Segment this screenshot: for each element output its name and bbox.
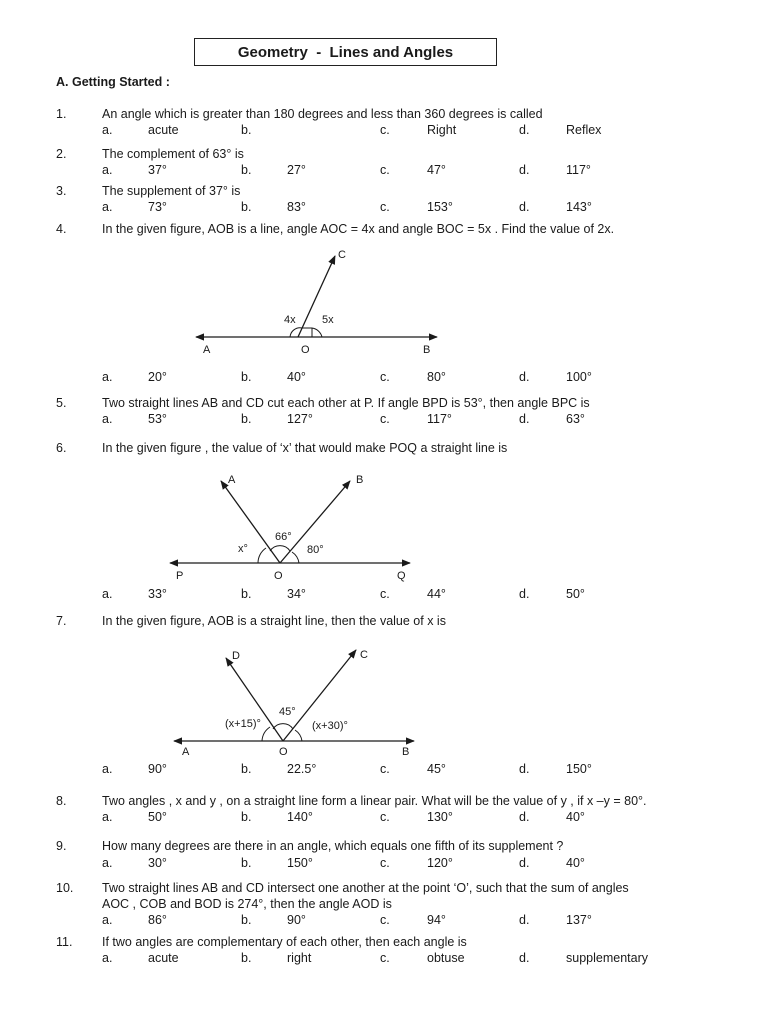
label-x15: (x+15)° (225, 718, 261, 730)
label-o: O (279, 746, 288, 758)
option-c: 44° (427, 587, 446, 601)
option-letter: d. (519, 762, 530, 776)
option-a: 90° (148, 762, 167, 776)
option-letter: c. (380, 856, 390, 870)
option-b: 83° (287, 200, 306, 214)
question-text: How many degrees are there in an angle, which equals one fifth of its supplement ? (102, 839, 564, 853)
question-text: Two straight lines AB and CD cut each other at P. If angle BPD is 53°, then angle BPC is (102, 396, 590, 410)
option-letter: b. (241, 200, 252, 214)
label-q: Q (397, 570, 406, 582)
option-a: acute (148, 951, 179, 965)
option-letter: d. (519, 200, 530, 214)
option-c: 94° (427, 913, 446, 927)
question-number: 8. (56, 794, 67, 808)
option-a: 50° (148, 810, 167, 824)
question-number: 5. (56, 396, 67, 410)
option-a: acute (148, 123, 179, 137)
option-letter: c. (380, 762, 390, 776)
option-letter: c. (380, 913, 390, 927)
question-number: 2. (56, 147, 67, 161)
question-number: 11. (56, 935, 73, 949)
option-d: Reflex (566, 123, 602, 137)
question-number: 1. (56, 107, 67, 121)
option-letter: c. (380, 810, 390, 824)
option-letter: a. (102, 587, 113, 601)
label-a: A (203, 344, 211, 356)
question-text: Two straight lines AB and CD intersect one another at the point ‘O’, such that the sum of angles (102, 881, 629, 895)
option-letter: b. (241, 913, 252, 927)
option-d: 143° (566, 200, 592, 214)
question-text: The complement of 63° is (102, 147, 244, 161)
option-c: 47° (427, 163, 446, 177)
label-b: B (423, 344, 431, 356)
option-letter: a. (102, 856, 113, 870)
question-number: 4. (56, 222, 67, 236)
label-45: 45° (279, 706, 296, 718)
label-x30: (x+30)° (312, 720, 348, 732)
option-letter: c. (380, 163, 390, 177)
option-letter: d. (519, 163, 530, 177)
label-c: C (338, 249, 346, 261)
question-text: If two angles are complementary of each other, then each angle is (102, 935, 467, 949)
question-number: 10. (56, 881, 74, 895)
label-o: O (301, 344, 310, 356)
option-b: 27° (287, 163, 306, 177)
option-b: 34° (287, 587, 306, 601)
question-text-cont: AOC , COB and BOD is 274°, then the angle AOD is (102, 897, 392, 911)
question-text: The supplement of 37° is (102, 184, 241, 198)
option-letter: a. (102, 913, 113, 927)
option-c: obtuse (427, 951, 465, 965)
option-letter: c. (380, 951, 390, 965)
option-letter: d. (519, 370, 530, 384)
option-letter: b. (241, 163, 252, 177)
option-letter: a. (102, 762, 113, 776)
option-letter: d. (519, 810, 530, 824)
option-letter: d. (519, 913, 530, 927)
question-number: 3. (56, 184, 67, 198)
option-d: 40° (566, 856, 585, 870)
worksheet-title: Geometry - Lines and Angles (194, 38, 497, 66)
option-d: 63° (566, 412, 585, 426)
question-text: Two angles , x and y , on a straight line form a linear pair. What will be the value of y , if x –y = 80°. (102, 794, 647, 808)
question-text: In the given figure , the value of ‘x’ that would make POQ a straight line is (102, 441, 508, 455)
option-c: Right (427, 123, 457, 137)
label-4x: 4x (284, 314, 296, 326)
label-a: A (182, 746, 190, 758)
question-text: In the given figure, AOB is a line, angle AOC = 4x and angle BOC = 5x . Find the value of 2x. (102, 222, 615, 236)
option-b: 22.5° (287, 762, 317, 776)
option-c: 80° (427, 370, 446, 384)
option-b: 140° (287, 810, 313, 824)
option-c: 130° (427, 810, 453, 824)
option-d: 100° (566, 370, 592, 384)
label-x: x° (238, 543, 248, 555)
question-text: In the given figure, AOB is a straight line, then the value of x is (102, 614, 446, 628)
option-letter: a. (102, 163, 113, 177)
option-letter: b. (241, 370, 252, 384)
option-b: right (287, 951, 312, 965)
option-letter: b. (241, 810, 252, 824)
option-letter: b. (241, 123, 252, 137)
option-b: 40° (287, 370, 306, 384)
option-letter: d. (519, 123, 530, 137)
option-a: 30° (148, 856, 167, 870)
option-a: 53° (148, 412, 167, 426)
option-a: 37° (148, 163, 167, 177)
option-a: 20° (148, 370, 167, 384)
option-d: 50° (566, 587, 585, 601)
option-letter: c. (380, 370, 390, 384)
label-d: D (232, 650, 240, 662)
option-letter: d. (519, 951, 530, 965)
option-a: 86° (148, 913, 167, 927)
option-a: 73° (148, 200, 167, 214)
option-c: 120° (427, 856, 453, 870)
label-p: P (176, 570, 184, 582)
option-letter: d. (519, 412, 530, 426)
option-letter: a. (102, 123, 113, 137)
option-letter: a. (102, 951, 113, 965)
option-letter: c. (380, 412, 390, 426)
option-b: 90° (287, 913, 306, 927)
label-b: B (402, 746, 410, 758)
question-number: 9. (56, 839, 67, 853)
option-letter: c. (380, 587, 390, 601)
option-letter: c. (380, 123, 390, 137)
question-text: An angle which is greater than 180 degrees and less than 360 degrees is called (102, 107, 543, 121)
question-number: 6. (56, 441, 67, 455)
label-80: 80° (307, 544, 324, 556)
option-letter: a. (102, 370, 113, 384)
option-letter: b. (241, 587, 252, 601)
option-d: 137° (566, 913, 592, 927)
arc-x15 (262, 727, 270, 741)
option-d: supplementary (566, 951, 648, 965)
label-o: O (274, 570, 283, 582)
option-letter: b. (241, 856, 252, 870)
option-letter: a. (102, 412, 113, 426)
option-letter: d. (519, 587, 530, 601)
option-b: 150° (287, 856, 313, 870)
option-letter: a. (102, 200, 113, 214)
question-number: 7. (56, 614, 67, 628)
option-c: 153° (427, 200, 453, 214)
label-c: C (360, 649, 368, 661)
arc-x30 (295, 730, 302, 741)
arc-45 (273, 724, 293, 729)
option-letter: d. (519, 856, 530, 870)
label-a: A (228, 474, 236, 486)
option-letter: b. (241, 412, 252, 426)
section-heading: A. Getting Started : (56, 75, 170, 89)
option-letter: a. (102, 810, 113, 824)
label-b: B (356, 474, 364, 486)
label-5x: 5x (322, 314, 334, 326)
option-d: 150° (566, 762, 592, 776)
option-letter: b. (241, 762, 252, 776)
option-letter: c. (380, 200, 390, 214)
option-c: 117° (427, 412, 452, 426)
option-d: 117° (566, 163, 591, 177)
option-letter: b. (241, 951, 252, 965)
option-c: 45° (427, 762, 446, 776)
option-d: 40° (566, 810, 585, 824)
option-a: 33° (148, 587, 167, 601)
label-66: 66° (275, 531, 292, 543)
option-b: 127° (287, 412, 313, 426)
